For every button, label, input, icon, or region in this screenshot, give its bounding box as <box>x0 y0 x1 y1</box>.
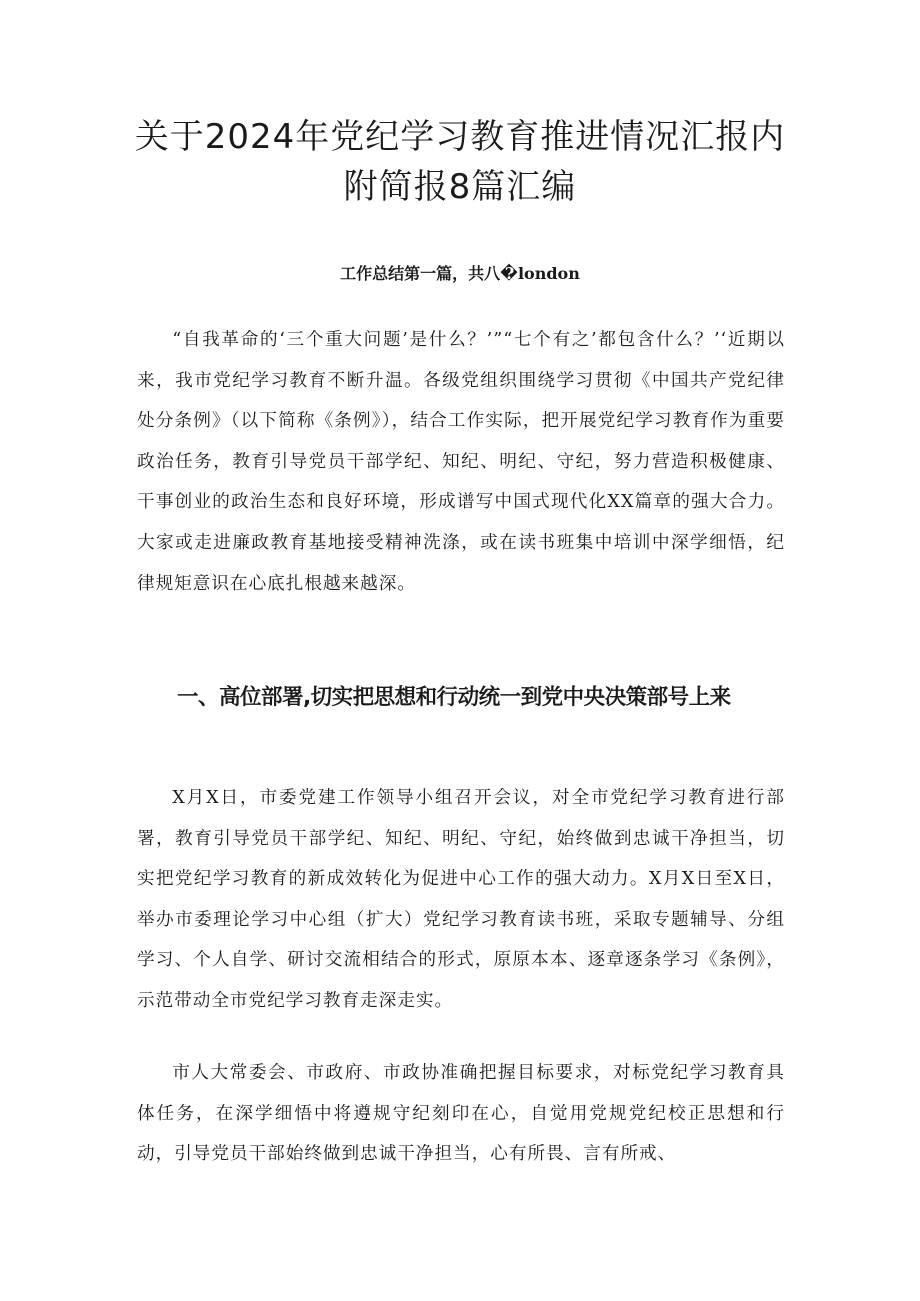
document-title: 关于2024年党纪学习教育推进情况汇报内附简报8篇汇编 <box>134 117 786 207</box>
body-paragraph: “自我革命的‘三个重大问题’是什么？’”“七个有之’都包含什么？’‘近期以来，我市党纪学习教育不断升温。各级党组织围绕学习贯彻《中国共产党纪律处分条例》（以下简称《条例》），结合工作实际，把开展党纪学习教育作为重要政治任务，教育引导党员干部学纪、知纪、明纪、守纪，努力营造积极健康、干事创业的政治生态和良好环境，形成谱写中国式现代化XX篇章的强大合力。大家或走进廉政教育基地接受精神洗涤，或在读书班集中培训中深学细悟，纪律规矩意识在心底扎根越来越深。 <box>137 330 785 594</box>
body-paragraph: X月X日，市委党建工作领导小组召开会议，对全市党纪学习教育进行部署，教育引导党员干部学纪、知纪、明纪、守纪，始终做到忠诚干净担当，切实把党纪学习教育的新成效转化为促进中心工作的强大动力。X月X日至X日，举办市委理论学习中心组（扩大）党纪学习教育读书班，采取专题辅导、分组学习、个人自学、研讨交流相结合的形式，原原本本、逐章逐条学习《条例》，示范带动全市党纪学习教育走深走实。 <box>137 788 785 1011</box>
body-paragraph: 市人大常委会、市政府、市政协准确把握目标要求，对标党纪学习教育具体任务，在深学细悟中将遵规守纪刻印在心，自觉用党规党纪校正思想和行动，引导党员干部始终做到忠诚干净担当，心有所畏、言有所戒、 <box>137 1063 785 1165</box>
document-subtitle: 工作总结第一篇，共八�london <box>340 264 580 283</box>
section-heading: 一、高位部署,切实把思想和行动统一到党中央决策部号上来 <box>177 685 731 710</box>
